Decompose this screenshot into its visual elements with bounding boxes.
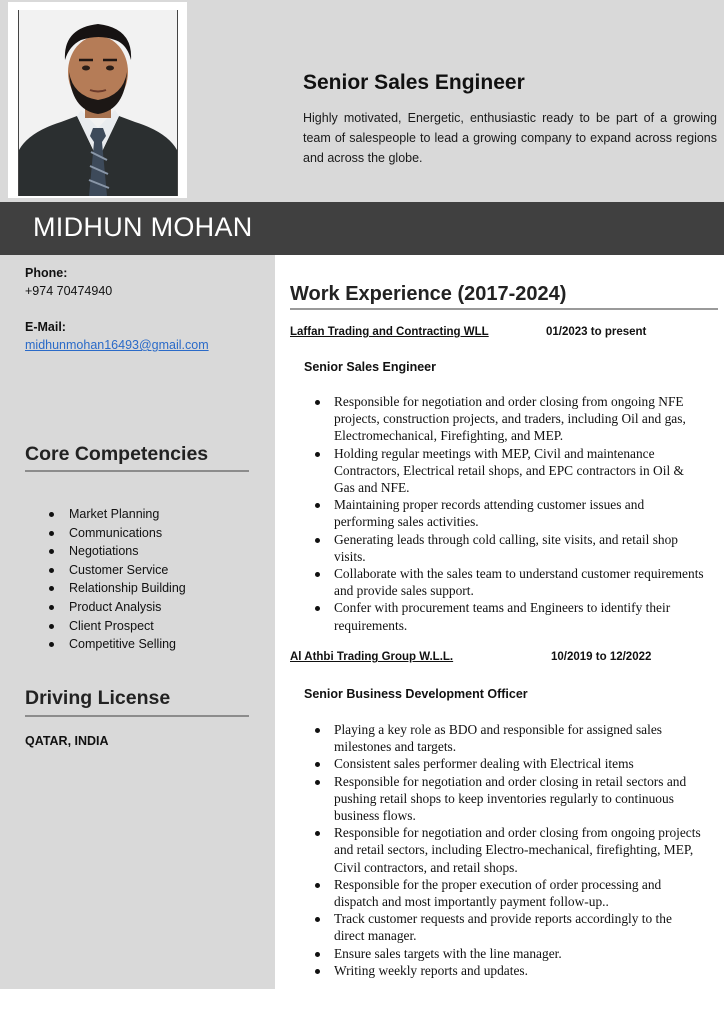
list-item: Competitive Selling	[47, 635, 186, 654]
phone-value: +974 70474940	[25, 284, 113, 298]
list-item: Ensure sales targets with the line manager.	[334, 945, 704, 962]
job-dates: 01/2023 to present	[546, 326, 647, 338]
list-item: Maintaining proper records attending customer issues and performing sales activities.	[334, 496, 704, 530]
job-dates: 10/2019 to 12/2022	[551, 651, 652, 663]
license-heading: Driving License	[25, 687, 171, 709]
headline: Senior Sales Engineer	[303, 71, 525, 94]
list-item: Playing a key role as BDO and responsible for assigned sales milestones and targets.	[334, 721, 704, 755]
list-item: Communications	[47, 524, 186, 543]
list-item: Product Analysis	[47, 598, 186, 617]
job-duties-list	[334, 393, 704, 634]
competencies-list	[47, 505, 186, 654]
list-item: Negotiations	[47, 542, 186, 561]
license-value: QATAR, INDIA	[25, 734, 109, 748]
name-bar	[0, 202, 724, 255]
list-item: Responsible for negotiation and order closing from ongoing NFE projects, construction projects, and traders, including Oil and gas, Electromechanical, Firefighting, and MEP.	[334, 393, 704, 445]
list-item: Track customer requests and provide reports accordingly to the direct manager.	[334, 910, 704, 944]
list-item: Client Prospect	[47, 617, 186, 636]
company-name: Al Athbi Trading Group W.L.L.	[290, 651, 454, 663]
email-label: E-Mail:	[25, 320, 66, 334]
job-role: Senior Business Development Officer	[304, 687, 528, 701]
list-item: Responsible for the proper execution of order processing and dispatch and most importantly payment follow-up..	[334, 876, 704, 910]
candidate-name: MIDHUN MOHAN	[33, 212, 253, 242]
list-item: Collaborate with the sales team to understand customer requirements and provide sales support.	[334, 566, 704, 599]
list-item: Holding regular meetings with MEP, Civil and maintenance Contractors, Electrical retail shops, and EPC contractors in Oil & Gas and NFE.	[334, 445, 704, 497]
list-item: Writing weekly reports and updates.	[334, 962, 704, 979]
list-item: Market Planning	[47, 505, 186, 524]
header-band	[0, 0, 724, 202]
competencies-divider	[25, 470, 249, 472]
work-experience-section	[275, 255, 724, 1024]
phone-label: Phone:	[25, 266, 68, 280]
list-item: Generating leads through cold calling, site visits, and retail shop visits.	[334, 531, 704, 565]
job-duties-list	[334, 721, 704, 979]
left-sidebar	[0, 255, 275, 989]
experience-divider	[290, 308, 718, 310]
list-item: Responsible for negotiation and order closing from ongoing projects and retail sectors, including Electro-mechanical, firefighting, MEP, Civil contractors, and retail shops.	[334, 824, 704, 876]
competencies-heading: Core Competencies	[25, 443, 209, 465]
photo-frame	[8, 2, 187, 198]
company-name: Laffan Trading and Contracting WLL	[290, 326, 489, 338]
experience-heading: Work Experience (2017-2024)	[290, 283, 567, 305]
list-item: Relationship Building	[47, 579, 186, 598]
license-divider	[25, 715, 249, 717]
list-item: Customer Service	[47, 561, 186, 580]
job-role: Senior Sales Engineer	[304, 360, 436, 374]
list-item: Confer with procurement teams and Engineers to identify their requirements.	[334, 599, 704, 633]
summary-text: Highly motivated, Energetic, enthusiastic ready to be part of a growing team of salespeople to lead a growing company to expand across regions and across the globe.	[303, 111, 717, 165]
email-link[interactable]: midhunmohan16493@gmail.com	[25, 338, 209, 352]
profile-photo	[18, 10, 178, 196]
list-item: Consistent sales performer dealing with Electrical items	[334, 755, 704, 772]
list-item: Responsible for negotiation and order closing in retail sectors and pushing retail shops to keep inventories regularly to continuous business flows.	[334, 773, 704, 825]
